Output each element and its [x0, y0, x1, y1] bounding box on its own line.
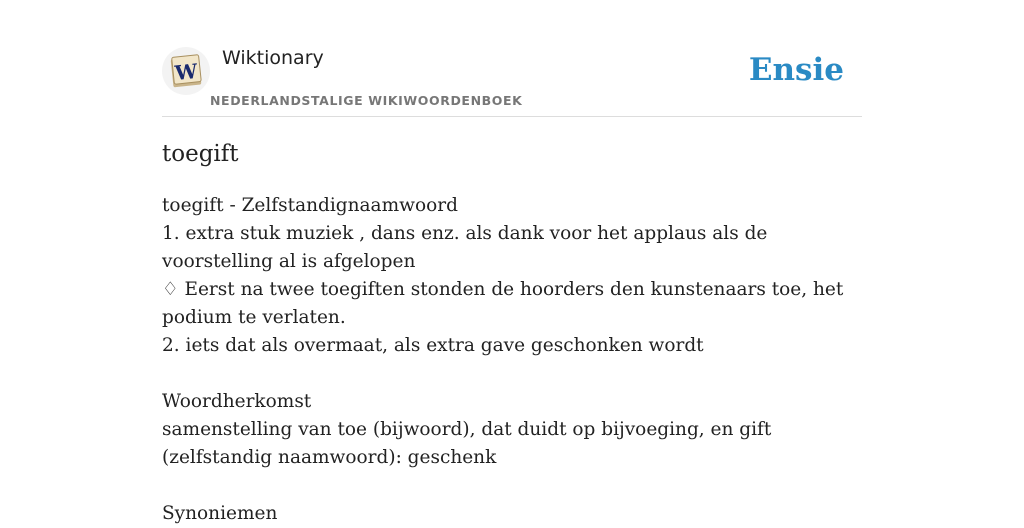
etymology-text: samenstelling van toe (bijwoord), dat duidt op bijvoeging, en gift (zelfstandig naamwoord): geschenk [162, 419, 772, 468]
spacer [162, 360, 862, 388]
definition-2: 2. iets dat als overmaat, als extra gave geschonken wordt [162, 335, 704, 356]
definition-1: 1. extra stuk muziek , dans enz. als dank voor het applaus als de voorstelling al is afgelopen [162, 223, 768, 272]
brand-logo[interactable]: Ensie [748, 52, 844, 88]
content-container [162, 0, 862, 524]
source-name[interactable]: Wiktionary [222, 47, 324, 69]
definition-body [162, 192, 862, 528]
spacer [162, 472, 862, 500]
synonyms-heading: Synoniemen [162, 503, 278, 524]
svg-text:W: W [173, 58, 199, 86]
wiktionary-logo-icon[interactable] [162, 47, 210, 95]
source-subtitle: NEDERLANDSTALIGE WIKIWOORDENBOEK [210, 93, 523, 108]
example-1: ♢ Eerst na twee toegiften stonden de hoorders den kunstenaars toe, het podium te verlaten. [162, 279, 844, 328]
header [162, 0, 862, 117]
page-title: toegift [162, 141, 239, 167]
etymology-heading: Woordherkomst [162, 391, 312, 412]
wiktionary-logo-tile-icon [168, 53, 204, 89]
entry-heading: toegift - Zelfstandignaamwoord [162, 195, 458, 216]
